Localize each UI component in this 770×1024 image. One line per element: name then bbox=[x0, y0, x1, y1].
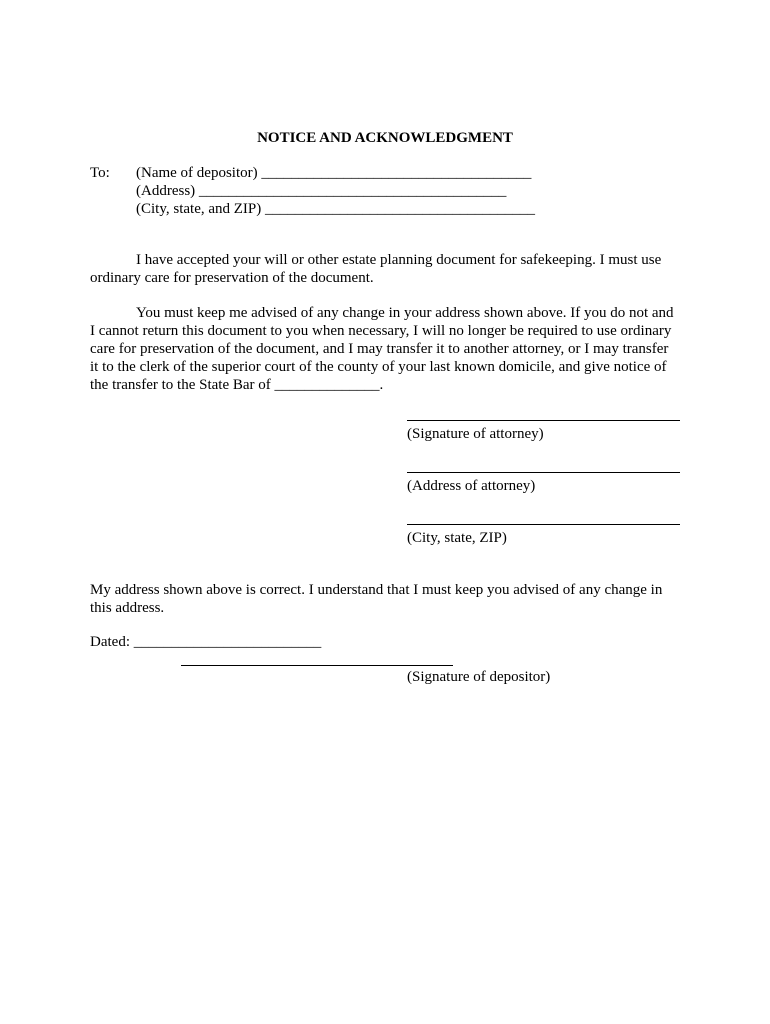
attorney-city-line bbox=[407, 524, 680, 525]
address-change-text: You must keep me advised of any change in your address shown above. If you do not and I cannot return this document to you when necessary, I will no longer be required to use ordinary care for preservation of the document, and I may transfer it to another attorney, or I may transfer it to the clerk of the superior court of the county of your last known domicile, and give notice of the transfer to the State Bar of ______________. bbox=[90, 305, 674, 393]
depositor-signature-caption: (Signature of depositor) bbox=[407, 669, 551, 685]
recipient-address-row bbox=[90, 182, 690, 200]
dated-field: Dated: _________________________ bbox=[90, 634, 322, 650]
recipient-name-row bbox=[90, 164, 690, 182]
address-change-paragraph bbox=[90, 304, 680, 394]
attorney-address-caption: (Address of attorney) bbox=[407, 478, 536, 494]
attorney-signature-block bbox=[407, 404, 681, 443]
safekeeping-paragraph bbox=[90, 251, 680, 287]
acknowledgment-paragraph: My address shown above is correct. I understand that I must keep you advised of any change in this address. bbox=[90, 582, 663, 616]
depositor-name-field: (Name of depositor) ____________________________________ bbox=[136, 165, 532, 181]
safekeeping-text: I have accepted your will or other estate planning document for safekeeping. I must use ordinary care for preservation of the document. bbox=[90, 252, 662, 286]
attorney-address-line bbox=[407, 472, 680, 473]
attorney-address-block bbox=[407, 456, 681, 495]
recipient-block bbox=[90, 164, 690, 218]
attorney-signature-caption: (Signature of attorney) bbox=[407, 426, 544, 442]
depositor-address-field: (Address) _________________________________________ bbox=[136, 183, 507, 199]
recipient-city-row bbox=[90, 200, 690, 218]
depositor-signature-line bbox=[181, 665, 453, 666]
to-label: To: bbox=[90, 165, 110, 181]
attorney-city-caption: (City, state, ZIP) bbox=[407, 530, 507, 546]
document-title: NOTICE AND ACKNOWLEDGMENT bbox=[257, 130, 513, 146]
attorney-city-block bbox=[407, 508, 681, 547]
attorney-signature-line bbox=[407, 420, 680, 421]
depositor-city-field: (City, state, and ZIP) ____________________________________ bbox=[136, 201, 536, 217]
